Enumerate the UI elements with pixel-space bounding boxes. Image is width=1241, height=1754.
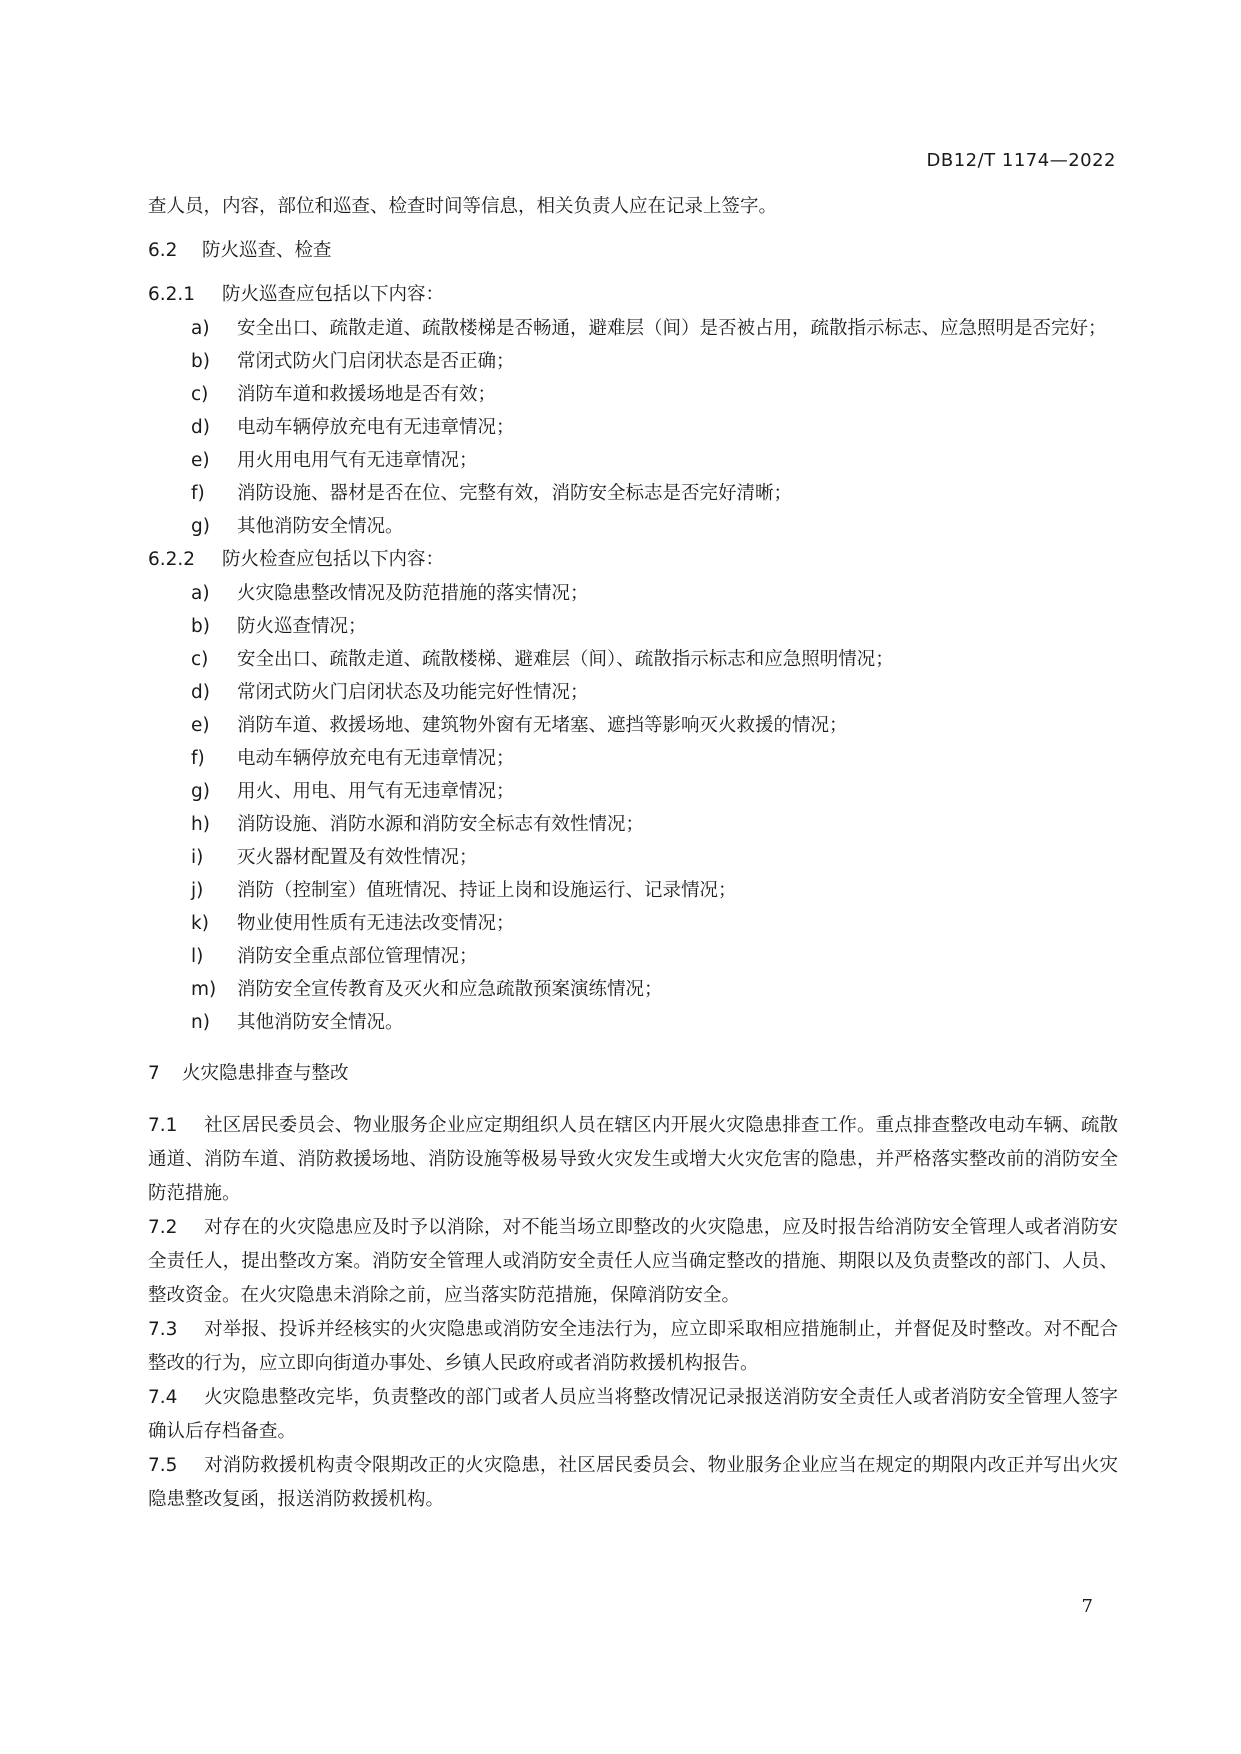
paragraph-7-3: 7.3 对举报、投诉并经核实的火灾隐患或消防安全违法行为，应立即采取相应措施制止，并督促及时整改。对不配合整改的行为，应立即向街道办事处、乡镇人民政府或者消防救援机构报告。 [148,1319,1118,1374]
list-item: h) 消防设施、消防水源和消防安全标志有效性情况； [191,814,645,835]
page-number: 7 [1081,1596,1093,1617]
list-item: d) 常闭式防火门启闭状态及功能完好性情况； [191,682,589,703]
list-item: e) 用火用电用气有无违章情况； [191,450,478,471]
section-number: 6.2 [148,240,178,261]
paragraph-7-4: 7.4 火灾隐患整改完毕，负责整改的部门或者人员应当将整改情况记录报送消防安全责任人或者消防安全管理人签字确认后存档备查。 [148,1387,1118,1442]
list-item: a) 安全出口、疏散走道、疏散楼梯是否畅通，避难层（间）是否被占用，疏散指示标志、应急照明是否完好； [191,318,1107,339]
clause-6-2-1-heading [148,278,1118,312]
clause-title: 防火巡查应包括以下内容： [222,284,445,305]
list-item: e) 消防车道、救援场地、建筑物外窗有无堵塞、遮挡等影响灭火救援的情况； [191,715,848,736]
list-item: g) 用火、用电、用气有无违章情况； [191,781,515,802]
list-item: i) 灭火器材配置及有效性情况； [191,847,478,868]
paragraph-7-2: 7.2 对存在的火灾隐患应及时予以消除，对不能当场立即整改的火灾隐患，应及时报告给消防安全管理人或者消防安全责任人，提出整改方案。消防安全管理人或消防安全责任人应当确定整改的措施、期限以及负责整改的部门、人员、整改资金。在火灾隐患未消除之前，应当落实防范措施，保障消防安全。 [148,1217,1118,1306]
section-6-2-heading [148,234,1118,268]
list-item: b) 防火巡查情况； [191,616,367,637]
section-title: 防火巡查、检查 [202,240,332,261]
section-number: 7 [148,1063,160,1084]
clause-6-2-1-list [148,312,1118,543]
clause-6-2-2-heading [148,543,1118,577]
list-item: f) 电动车辆停放充电有无违章情况； [191,748,515,769]
list-item: d) 电动车辆停放充电有无违章情况； [191,417,515,438]
clause-6-2-2-list [148,577,1118,1039]
section-title: 火灾隐患排查与整改 [182,1063,349,1084]
intro-paragraph: 查人员，内容，部位和巡查、检查时间等信息，相关负责人应在记录上签字。 [148,196,778,217]
list-item: m) 消防安全宣传教育及灭火和应急疏散预案演练情况； [191,979,663,1000]
list-item: j) 消防（控制室）值班情况、持证上岗和设施运行、记录情况； [191,880,737,901]
page-body [148,190,1118,1517]
clause-title: 防火检查应包括以下内容： [222,549,445,570]
paragraph-7-5: 7.5 对消防救援机构责令限期改正的火灾隐患，社区居民委员会、物业服务企业应当在规定的期限内改正并写出火灾隐患整改复函，报送消防救援机构。 [148,1455,1118,1510]
list-item: g) 其他消防安全情况。 [191,516,404,537]
list-item: a) 火灾隐患整改情况及防范措施的落实情况； [191,583,589,604]
list-item: c) 消防车道和救援场地是否有效； [191,384,497,405]
list-item: n) 其他消防安全情况。 [191,1012,404,1033]
list-item: b) 常闭式防火门启闭状态是否正确； [191,351,515,372]
list-item: c) 安全出口、疏散走道、疏散楼梯、避难层（间）、疏散指示标志和应急照明情况； [191,649,894,670]
clause-number: 6.2.2 [148,549,196,570]
section-7-heading [148,1057,1118,1091]
document-id-header: DB12/T 1174—2022 [926,150,1116,171]
clause-number: 6.2.1 [148,284,196,305]
list-item: f) 消防设施、器材是否在位、完整有效，消防安全标志是否完好清晰； [191,483,793,504]
paragraph-7-1: 7.1 社区居民委员会、物业服务企业应定期组织人员在辖区内开展火灾隐患排查工作。重点排查整改电动车辆、疏散通道、消防车道、消防救援场地、消防设施等极易导致火灾发生或增大火灾危害的隐患，并严格落实整改前的消防安全防范措施。 [148,1115,1118,1204]
list-item: k) 物业使用性质有无违法改变情况； [191,913,515,934]
list-item: l) 消防安全重点部位管理情况； [191,946,478,967]
